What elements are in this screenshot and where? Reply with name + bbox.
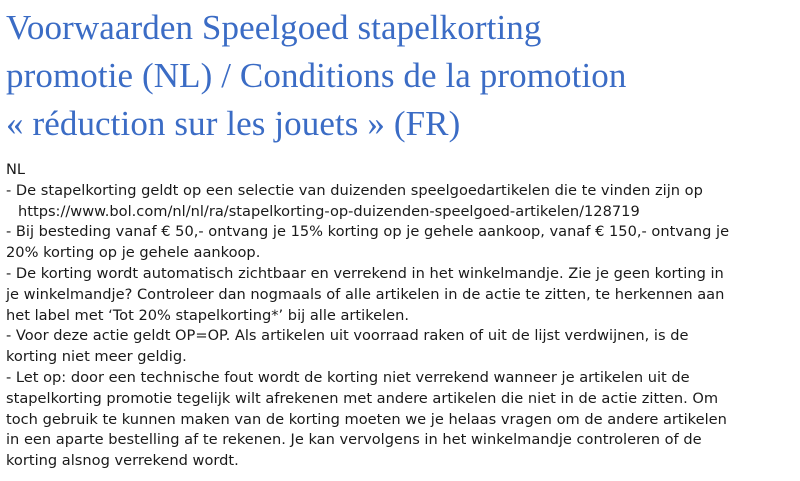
terms-line-spend-tiers: - Bij besteding vanaf € 50,- ontvang je 15% korting op je gehele aankoop, vanaf € 150,- ontvang je: [6, 223, 730, 241]
section-label-nl: NL: [6, 161, 26, 178]
terms-line-technical-error-cont-1: stapelkorting promotie tegelijk wilt afrekenen met andere artikelen die niet in de actie zitten. Om: [6, 389, 719, 407]
terms-page: [6, 0, 794, 472]
terms-line-automatic-cont-1: je winkelmandje? Controleer dan nogmaals of alle artikelen in de actie te zitten, te herkennen aan: [6, 285, 725, 303]
terms-line-technical-error-cont-2: toch gebruik te kunnen maken van de korting moeten we je helaas vragen om de andere artikelen: [6, 410, 727, 428]
terms-line-spend-tiers-cont: 20% korting op je gehele aankoop.: [6, 244, 261, 262]
page-title-line-3: « réduction sur les jouets » (FR): [6, 104, 461, 143]
terms-content: [6, 160, 794, 472]
terms-line-technical-error-cont-4: korting alsnog verrekend wordt.: [6, 452, 239, 470]
page-title-line-2: promotie (NL) / Conditions de la promotion: [6, 56, 627, 95]
terms-line-selection: - De stapelkorting geldt op een selectie van duizenden speelgoedartikelen die te vinden zijn op: [6, 181, 703, 199]
terms-line-automatic-cont-2: het label met ‘Tot 20% stapelkorting*’ bij alle artikelen.: [6, 306, 410, 324]
promotion-url-link[interactable]: https://www.bol.com/nl/nl/ra/stapelkorting-op-duizenden-speelgoed-artikelen/128719: [18, 202, 640, 220]
terms-line-op-op: - Voor deze actie geldt OP=OP. Als artikelen uit voorraad raken of uit de lijst verdwijnen, is de: [6, 327, 689, 345]
terms-line-automatic: - De korting wordt automatisch zichtbaar en verrekend in het winkelmandje. Zie je geen korting in: [6, 264, 724, 282]
page-title-line-1: Voorwaarden Speelgoed stapelkorting: [6, 8, 542, 47]
terms-line-technical-error-cont-3: in een aparte bestelling af te rekenen. Je kan vervolgens in het winkelmandje controleren of de: [6, 431, 702, 449]
page-title: [6, 0, 794, 148]
terms-line-technical-error: - Let op: door een technische fout wordt de korting niet verrekend wanneer je artikelen uit de: [6, 368, 690, 386]
terms-line-op-op-cont: korting niet meer geldig.: [6, 348, 187, 366]
